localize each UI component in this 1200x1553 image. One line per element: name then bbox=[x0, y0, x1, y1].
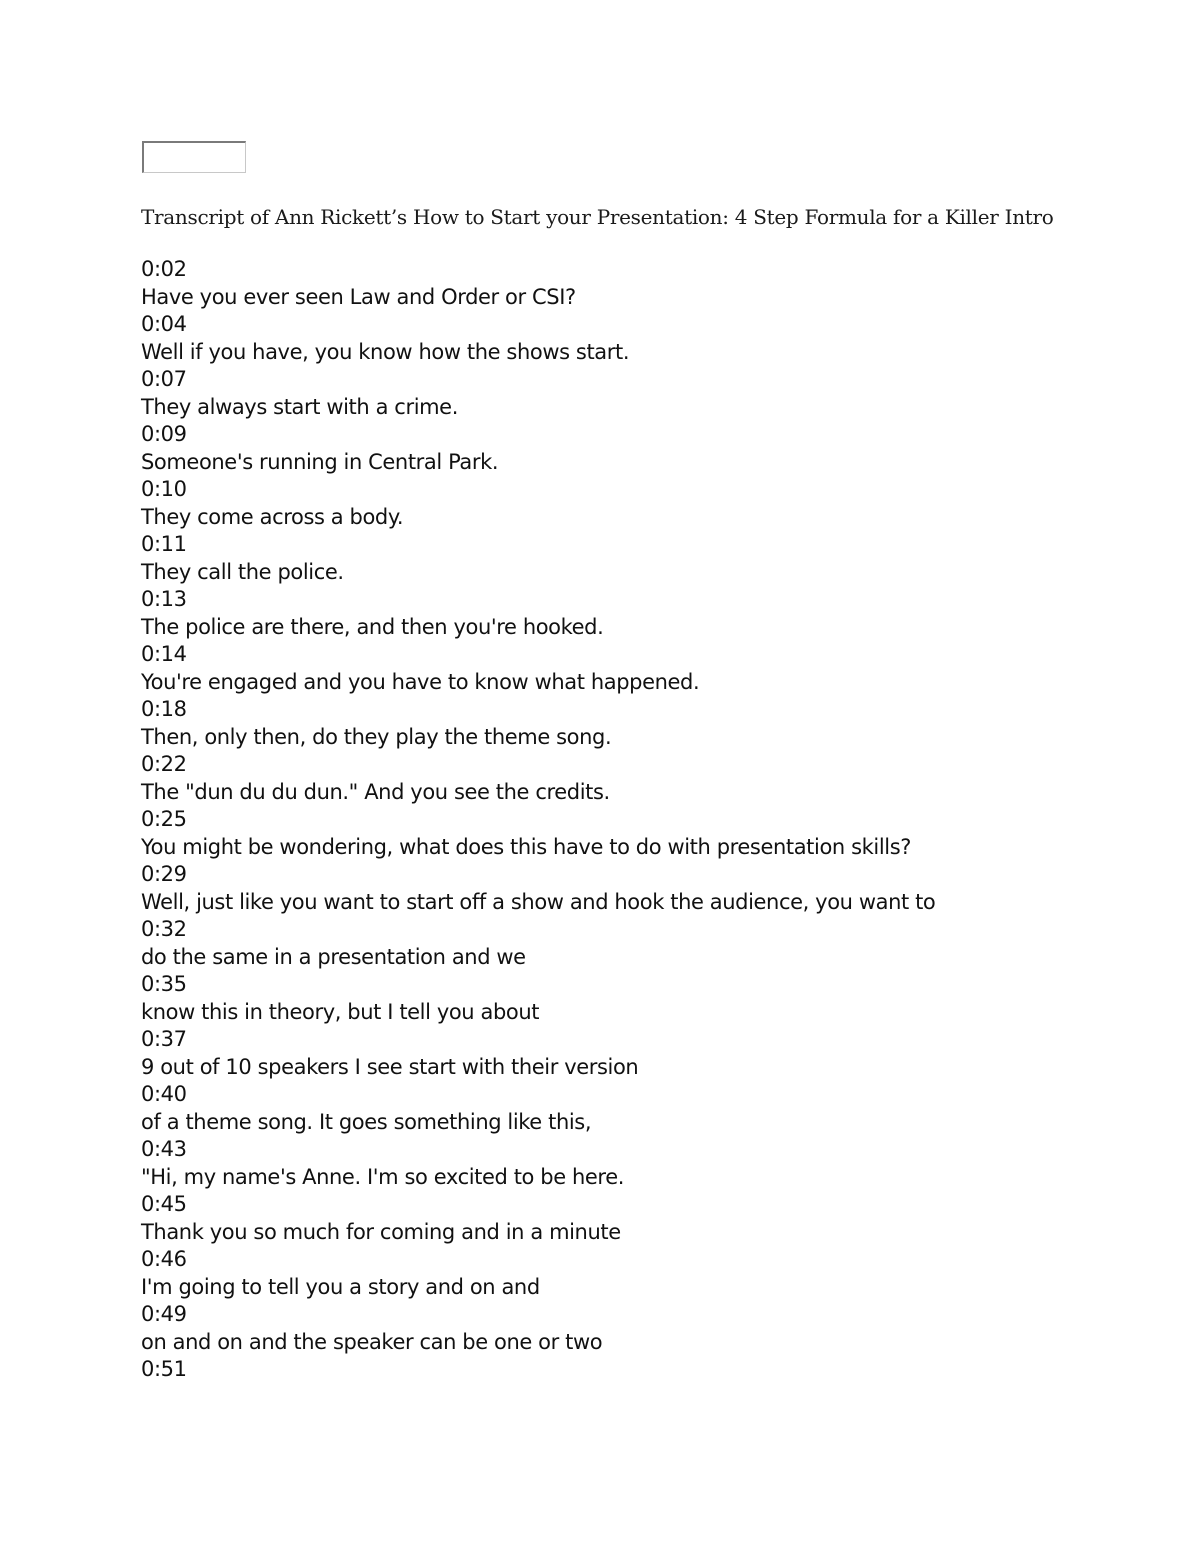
timestamp: 0:22 bbox=[141, 752, 187, 776]
transcript-text: I'm going to tell you a story and on and bbox=[141, 1274, 540, 1299]
transcript-text: The "dun du du dun." And you see the credits. bbox=[141, 779, 610, 804]
transcript-text: Have you ever seen Law and Order or CSI? bbox=[141, 284, 576, 309]
transcript-text: You might be wondering, what does this have to do with presentation skills? bbox=[141, 834, 911, 859]
transcript-text: Then, only then, do they play the theme song. bbox=[141, 724, 612, 749]
timestamp: 0:45 bbox=[141, 1192, 187, 1216]
timestamp: 0:29 bbox=[141, 862, 187, 886]
transcript-list bbox=[141, 256, 935, 1384]
transcript-text: Well if you have, you know how the shows start. bbox=[141, 339, 630, 364]
transcript-text: of a theme song. It goes something like this, bbox=[141, 1109, 592, 1134]
transcript-text: on and on and the speaker can be one or two bbox=[141, 1329, 603, 1354]
transcript-text: They come across a body. bbox=[141, 504, 404, 529]
transcript-text: Thank you so much for coming and in a minute bbox=[141, 1219, 621, 1244]
timestamp: 0:07 bbox=[141, 367, 187, 391]
empty-field-box bbox=[142, 141, 246, 173]
transcript-text: Well, just like you want to start off a show and hook the audience, you want to bbox=[141, 889, 936, 914]
timestamp: 0:02 bbox=[141, 257, 187, 281]
timestamp: 0:49 bbox=[141, 1302, 187, 1326]
transcript-text: The police are there, and then you're hooked. bbox=[141, 614, 604, 639]
timestamp: 0:18 bbox=[141, 697, 187, 721]
timestamp: 0:10 bbox=[141, 477, 187, 501]
timestamp: 0:04 bbox=[141, 312, 187, 336]
timestamp: 0:09 bbox=[141, 422, 187, 446]
transcript-text: You're engaged and you have to know what happened. bbox=[141, 669, 700, 694]
timestamp: 0:51 bbox=[141, 1357, 187, 1381]
timestamp: 0:43 bbox=[141, 1137, 187, 1161]
transcript-text: know this in theory, but I tell you about bbox=[141, 999, 540, 1024]
transcript-text: They always start with a crime. bbox=[141, 394, 458, 419]
timestamp: 0:37 bbox=[141, 1027, 187, 1051]
timestamp: 0:40 bbox=[141, 1082, 187, 1106]
timestamp: 0:46 bbox=[141, 1247, 187, 1271]
transcript-text: "Hi, my name's Anne. I'm so excited to be here. bbox=[141, 1164, 624, 1189]
timestamp: 0:32 bbox=[141, 917, 187, 941]
timestamp: 0:35 bbox=[141, 972, 187, 996]
transcript-text: 9 out of 10 speakers I see start with their version bbox=[141, 1054, 639, 1079]
transcript-text: They call the police. bbox=[141, 559, 344, 584]
timestamp: 0:11 bbox=[141, 532, 187, 556]
transcript-text: do the same in a presentation and we bbox=[141, 944, 526, 969]
timestamp: 0:13 bbox=[141, 587, 187, 611]
transcript-text: Someone's running in Central Park. bbox=[141, 449, 499, 474]
document-title: Transcript of Ann Rickett’s How to Start your Presentation: 4 Step Formula for a Killer Intro bbox=[141, 205, 1054, 229]
timestamp: 0:25 bbox=[141, 807, 187, 831]
timestamp: 0:14 bbox=[141, 642, 187, 666]
